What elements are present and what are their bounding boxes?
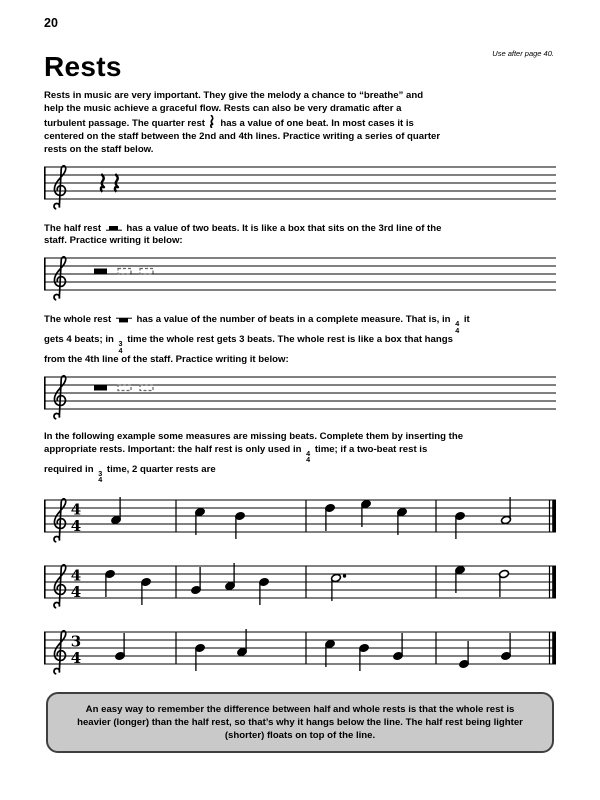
exercise-staff-1 <box>44 488 556 548</box>
svg-text:4: 4 <box>70 583 82 602</box>
whole-text-4: time the whole rest gets 3 beats. The whole rest is like a box that hangs from the 4th line of the staff. Practice writing it below: <box>44 334 453 366</box>
exercise-staff-3 <box>44 620 556 680</box>
svg-text:4: 4 <box>70 566 82 585</box>
three-four-fraction <box>98 468 103 485</box>
half-text-1: The half rest <box>44 222 102 234</box>
fraction-numerator: 3 <box>118 339 123 349</box>
whole-rest-icon <box>116 316 132 324</box>
exercise-text-1: In the following example some measures are missing beats. Complete them by inserting the appropriate rests. Important: the half rest is only used in <box>44 431 464 455</box>
fraction-numerator: 3 <box>98 468 103 478</box>
four-four-fraction <box>455 318 460 335</box>
fraction-denominator: 4 <box>306 455 311 465</box>
svg-text:4: 4 <box>70 517 82 536</box>
half-rest-icon <box>106 225 122 233</box>
use-after-note: Use after page 40. <box>492 49 554 58</box>
whole-rest-paragraph <box>44 314 474 367</box>
half-rest-paragraph <box>44 223 444 248</box>
three-four-fraction <box>119 341 123 354</box>
fraction-numerator: 4 <box>306 448 311 458</box>
whole-text-3: it gets 4 beats; in <box>44 313 470 346</box>
page-title: Rests <box>44 51 122 82</box>
intro-text-2: has a value of one beat. In most cases it is centered on the staff between the 2nd and 4th lines. Practice writing a series of quarter rests on the staff below. <box>44 118 441 155</box>
svg-text:4: 4 <box>70 500 82 519</box>
fraction-numerator: 4 <box>455 318 460 328</box>
intro-paragraph <box>44 90 444 157</box>
whole-text-1: The whole rest <box>44 313 112 325</box>
exercise-text-3: time, 2 quarter rests are <box>106 463 216 475</box>
svg-text:4: 4 <box>70 649 82 668</box>
half-text-2: has a value of two beats. It is like a box that sits on the 3rd line of the staff. Practice writing it below: <box>44 222 442 247</box>
whole-text-2: has a value of the number of beats in a complete measure. That is, in <box>136 313 451 325</box>
half-rest-practice-staff <box>44 250 556 302</box>
fraction-denominator: 4 <box>455 325 460 335</box>
exercise-paragraph <box>44 431 468 484</box>
page-number: 20 <box>44 16 58 30</box>
fraction-denominator: 4 <box>118 345 123 355</box>
quarter-rest-practice-staff <box>44 159 556 211</box>
intro-text-1: Rests in music are very important. They give the melody a chance to “breathe” and help the music achieve a graceful flow. Rests can also be very dramatic after a turbulent passage. The quarter rest <box>44 90 424 130</box>
fraction-denominator: 4 <box>98 475 103 485</box>
tip-box: An easy way to remember the difference between half and whole rests is that the whole rest is heavier (longer) than the half rest, so that’s why it hangs below the line. The half rest being lighter (shorter) floats on top of the line. <box>46 692 554 753</box>
exercise-text-2: time; if a two-beat rest is required in <box>44 443 428 475</box>
exercise-staff-2 <box>44 554 556 614</box>
svg-text:3: 3 <box>70 632 82 651</box>
quarter-rest-icon <box>210 115 216 128</box>
whole-rest-practice-staff <box>44 369 556 421</box>
four-four-fraction <box>306 448 311 465</box>
